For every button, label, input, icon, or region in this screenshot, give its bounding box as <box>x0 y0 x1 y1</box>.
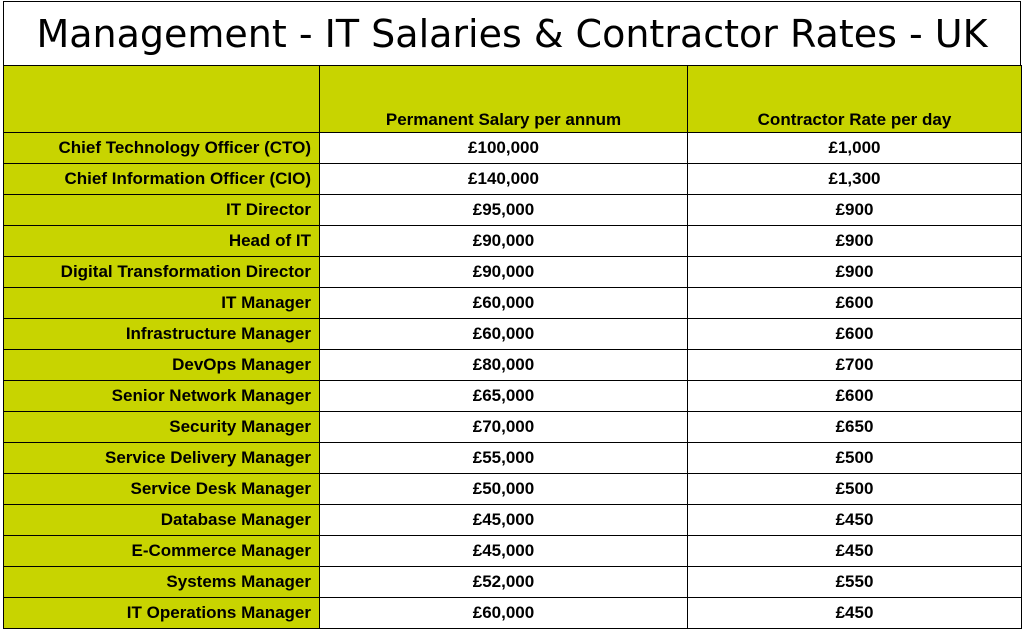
role-cell: Infrastructure Manager <box>4 319 320 350</box>
table-row <box>4 567 1022 598</box>
title-bar <box>3 1 1021 65</box>
salary-cell: £95,000 <box>320 195 688 226</box>
role-cell: Service Desk Manager <box>4 474 320 505</box>
table-row <box>4 319 1022 350</box>
rate-cell: £900 <box>688 195 1022 226</box>
salary-rates-table <box>3 65 1022 629</box>
rate-cell: £450 <box>688 536 1022 567</box>
salary-cell: £55,000 <box>320 443 688 474</box>
salary-cell: £50,000 <box>320 474 688 505</box>
role-cell: IT Operations Manager <box>4 598 320 629</box>
rate-cell: £1,000 <box>688 133 1022 164</box>
rate-cell: £700 <box>688 350 1022 381</box>
table-row <box>4 195 1022 226</box>
salary-cell: £60,000 <box>320 288 688 319</box>
role-cell: Chief Technology Officer (CTO) <box>4 133 320 164</box>
table-row <box>4 257 1022 288</box>
role-cell: Digital Transformation Director <box>4 257 320 288</box>
role-cell: Senior Network Manager <box>4 381 320 412</box>
role-cell: IT Director <box>4 195 320 226</box>
role-cell: Database Manager <box>4 505 320 536</box>
role-column-header <box>4 66 320 133</box>
table-row <box>4 288 1022 319</box>
salary-cell: £70,000 <box>320 412 688 443</box>
salary-column-header: Permanent Salary per annum <box>320 66 688 133</box>
role-cell: IT Manager <box>4 288 320 319</box>
role-cell: Service Delivery Manager <box>4 443 320 474</box>
rate-cell: £500 <box>688 443 1022 474</box>
role-cell: Systems Manager <box>4 567 320 598</box>
salary-cell: £45,000 <box>320 536 688 567</box>
salary-cell: £60,000 <box>320 319 688 350</box>
rate-cell: £600 <box>688 319 1022 350</box>
rate-cell: £450 <box>688 598 1022 629</box>
role-cell: DevOps Manager <box>4 350 320 381</box>
rate-cell: £600 <box>688 288 1022 319</box>
rate-cell: £500 <box>688 474 1022 505</box>
rate-cell: £900 <box>688 257 1022 288</box>
table-row <box>4 505 1022 536</box>
salary-cell: £45,000 <box>320 505 688 536</box>
table-row <box>4 598 1022 629</box>
table-row <box>4 474 1022 505</box>
rate-cell: £650 <box>688 412 1022 443</box>
salary-cell: £65,000 <box>320 381 688 412</box>
salary-cell: £90,000 <box>320 257 688 288</box>
table-row <box>4 164 1022 195</box>
rate-column-header: Contractor Rate per day <box>688 66 1022 133</box>
table-row <box>4 443 1022 474</box>
table-header-row <box>4 66 1022 133</box>
table-row <box>4 536 1022 567</box>
salary-cell: £140,000 <box>320 164 688 195</box>
salary-cell: £52,000 <box>320 567 688 598</box>
rate-cell: £450 <box>688 505 1022 536</box>
table-row <box>4 350 1022 381</box>
role-cell: Head of IT <box>4 226 320 257</box>
rate-cell: £550 <box>688 567 1022 598</box>
rate-cell: £900 <box>688 226 1022 257</box>
salary-cell: £60,000 <box>320 598 688 629</box>
salary-cell: £90,000 <box>320 226 688 257</box>
role-cell: Security Manager <box>4 412 320 443</box>
table-row <box>4 412 1022 443</box>
rate-cell: £1,300 <box>688 164 1022 195</box>
table-row <box>4 381 1022 412</box>
role-cell: E-Commerce Manager <box>4 536 320 567</box>
rate-cell: £600 <box>688 381 1022 412</box>
salary-cell: £100,000 <box>320 133 688 164</box>
table-row <box>4 133 1022 164</box>
page-title: Management - IT Salaries & Contractor Rates - UK <box>36 11 988 56</box>
table-body <box>4 133 1022 629</box>
role-cell: Chief Information Officer (CIO) <box>4 164 320 195</box>
table-row <box>4 226 1022 257</box>
salary-cell: £80,000 <box>320 350 688 381</box>
